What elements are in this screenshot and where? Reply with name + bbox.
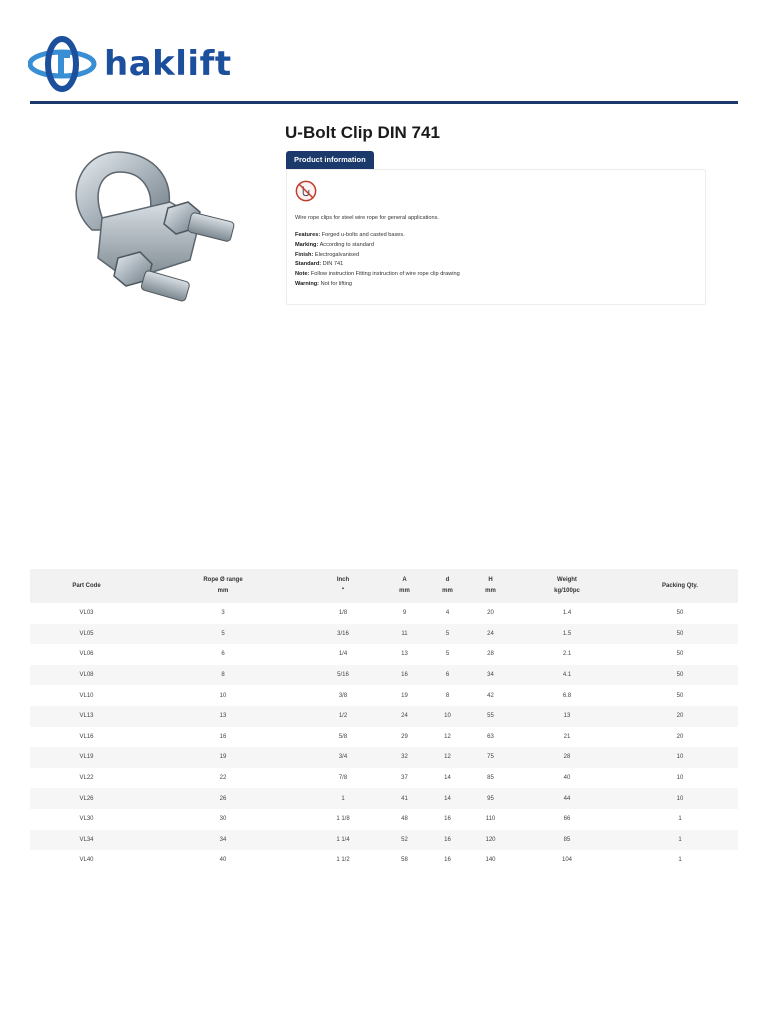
table-cell: 75 — [469, 747, 512, 768]
table-body — [30, 603, 738, 871]
table-row — [30, 830, 738, 851]
table-cell: 8 — [143, 665, 303, 686]
no-lifting-warning-icon — [295, 180, 317, 202]
table-cell: 14 — [444, 775, 451, 782]
table-cell: 28 — [487, 651, 494, 658]
table-cell: 13 — [143, 706, 303, 727]
product-title: U-Bolt Clip DIN 741 — [285, 123, 440, 142]
table-cell: 50 — [676, 651, 684, 658]
table-header — [30, 569, 738, 603]
table-cell: 85 — [487, 775, 494, 782]
table-cell: 10 — [426, 706, 469, 727]
table-cell: 3 — [221, 610, 225, 617]
table-cell: VL05 — [30, 624, 143, 645]
table-cell: VL03 — [79, 610, 94, 617]
table-cell: 21 — [563, 733, 571, 740]
table-cell: 120 — [469, 830, 512, 851]
column-header: d mm — [426, 569, 469, 603]
tab-product-information[interactable]: Product information — [286, 151, 374, 169]
table-cell: 16 — [219, 733, 227, 740]
product-info-panel — [286, 169, 706, 305]
table-cell: VL34 — [30, 830, 143, 851]
table-row — [30, 706, 738, 727]
table-cell: 8 — [445, 692, 450, 699]
table-cell: 6.8 — [562, 692, 572, 699]
table-cell: 10 — [622, 788, 738, 809]
spec-line: Features: Forged u-bolts and casted bases. — [295, 232, 405, 238]
table-cell: 12 — [444, 733, 451, 740]
table-cell: 24 — [383, 706, 426, 727]
spec-line: Warning: Not for lifting — [295, 280, 352, 287]
table-cell: 1/4 — [338, 651, 348, 658]
table-cell: 52 — [383, 830, 426, 851]
header-divider — [30, 101, 738, 104]
table-cell: 1 1/8 — [336, 816, 350, 823]
table-cell: 16 — [383, 665, 426, 686]
haklift-logo-icon — [28, 36, 98, 92]
table-cell: 55 — [469, 706, 512, 727]
table-row — [30, 727, 738, 748]
table-cell: 12 — [426, 747, 469, 768]
table-cell: 85 — [512, 830, 622, 851]
table-cell: 48 — [401, 816, 408, 823]
table-cell: 5/8 — [338, 733, 348, 740]
table-cell: 24 — [469, 624, 512, 645]
column-header: Rope Ø range mm — [143, 569, 303, 603]
table-cell: 1 — [622, 830, 738, 851]
table-cell: 66 — [563, 816, 571, 823]
table-cell: 9 — [402, 610, 407, 617]
table-cell: 63 — [487, 733, 494, 740]
table-cell: VL22 — [79, 775, 94, 782]
table-cell: 16 — [444, 816, 451, 823]
table-cell: 26 — [143, 788, 303, 809]
table-row — [30, 850, 738, 871]
table-cell: 10 — [219, 692, 227, 699]
table-cell: 1/2 — [303, 706, 383, 727]
column-header: A mm — [383, 569, 426, 603]
table-cell: 1 1/4 — [303, 830, 383, 851]
table-cell: 13 — [401, 651, 408, 658]
table-row — [30, 788, 738, 809]
product-image — [50, 140, 250, 315]
table-cell: VL40 — [79, 857, 94, 864]
table-cell: 37 — [401, 775, 408, 782]
table-cell: 1 — [303, 788, 383, 809]
spec-line: Finish: Electrogalvanised — [295, 251, 360, 258]
table-cell: 44 — [512, 788, 622, 809]
table-row — [30, 665, 738, 686]
table-cell: 40 — [563, 775, 571, 782]
product-intro: Wire rope clips for steel wire rope for general applications. — [295, 215, 439, 221]
table-cell: 50 — [676, 692, 684, 699]
table-cell: 42 — [487, 692, 494, 699]
column-header: Inch " — [303, 569, 383, 603]
table-cell: 10 — [676, 775, 684, 782]
spec-line: Note: Follow instruction Fitting instruction of wire rope clip drawing — [295, 271, 460, 278]
table-cell: 5 — [426, 624, 469, 645]
table-cell: 5 — [445, 651, 450, 658]
table-cell: 10 — [622, 747, 738, 768]
table-cell: 20 — [622, 706, 738, 727]
table-cell: 1.5 — [512, 624, 622, 645]
table-cell: 20 — [487, 610, 494, 617]
table-cell: 1 1/2 — [336, 857, 350, 864]
haklift-logo[interactable] — [28, 36, 258, 92]
table-cell: VL13 — [30, 706, 143, 727]
table-cell: 110 — [485, 816, 496, 823]
column-header: Weight kg/100pc — [512, 569, 622, 603]
table-cell: VL16 — [79, 733, 94, 740]
table-cell: VL30 — [79, 816, 94, 823]
spec-line: Marking: According to standard — [295, 241, 374, 248]
table-cell: 50 — [676, 610, 684, 617]
table-cell: 41 — [383, 788, 426, 809]
table-cell: 1/8 — [338, 610, 348, 617]
table-row — [30, 747, 738, 768]
table-cell: 3/16 — [303, 624, 383, 645]
table-cell: 1 — [678, 857, 682, 864]
table-cell: VL08 — [30, 665, 143, 686]
table-cell: 140 — [485, 857, 496, 864]
table-cell: 2.1 — [562, 651, 572, 658]
table-cell: 50 — [622, 624, 738, 645]
table-cell: 19 — [401, 692, 408, 699]
table-row — [30, 768, 738, 789]
table-cell: 3/8 — [338, 692, 348, 699]
table-cell: 13 — [512, 706, 622, 727]
table-cell: 29 — [401, 733, 408, 740]
table-cell: 1.4 — [562, 610, 572, 617]
table-cell: 3/4 — [303, 747, 383, 768]
table-cell: VL19 — [30, 747, 143, 768]
table-row — [30, 624, 738, 645]
page-header — [0, 0, 768, 106]
table-cell: VL06 — [79, 651, 94, 658]
table-cell: 104 — [561, 857, 572, 864]
table-cell: 16 — [444, 857, 451, 864]
table-row — [30, 603, 738, 624]
table-cell: VL26 — [30, 788, 143, 809]
table-cell: 11 — [383, 624, 426, 645]
table-cell: 19 — [143, 747, 303, 768]
table-cell: 14 — [426, 788, 469, 809]
table-cell: 58 — [401, 857, 408, 864]
table-cell: 5/16 — [303, 665, 383, 686]
spec-line: Standard: DIN 741 — [295, 261, 344, 268]
table-cell: 6 — [426, 665, 469, 686]
table-row — [30, 685, 738, 706]
brand-name: haklift — [104, 44, 232, 84]
table-cell: 16 — [426, 830, 469, 851]
table-cell: 34 — [143, 830, 303, 851]
table-cell: 34 — [469, 665, 512, 686]
table-cell: 95 — [469, 788, 512, 809]
table-cell: 32 — [383, 747, 426, 768]
table-cell: 20 — [676, 733, 684, 740]
table-cell: 6 — [221, 651, 225, 658]
table-cell: 50 — [622, 665, 738, 686]
table-row — [30, 644, 738, 665]
product-specs — [295, 231, 460, 290]
column-header: Part Code — [30, 569, 143, 603]
table-cell: 4.1 — [512, 665, 622, 686]
table-cell: VL10 — [79, 692, 94, 699]
column-header: Packing Qty. — [622, 569, 738, 603]
table-cell: 40 — [219, 857, 227, 864]
specification-table — [30, 569, 738, 871]
table-cell: 28 — [512, 747, 622, 768]
table-cell: 7/8 — [338, 775, 348, 782]
column-header: H mm — [469, 569, 512, 603]
table-cell: 22 — [219, 775, 227, 782]
table-cell: 1 — [678, 816, 682, 823]
table-cell: 30 — [219, 816, 227, 823]
table-cell: 4 — [445, 610, 450, 617]
table-row — [30, 809, 738, 830]
table-cell: 5 — [143, 624, 303, 645]
